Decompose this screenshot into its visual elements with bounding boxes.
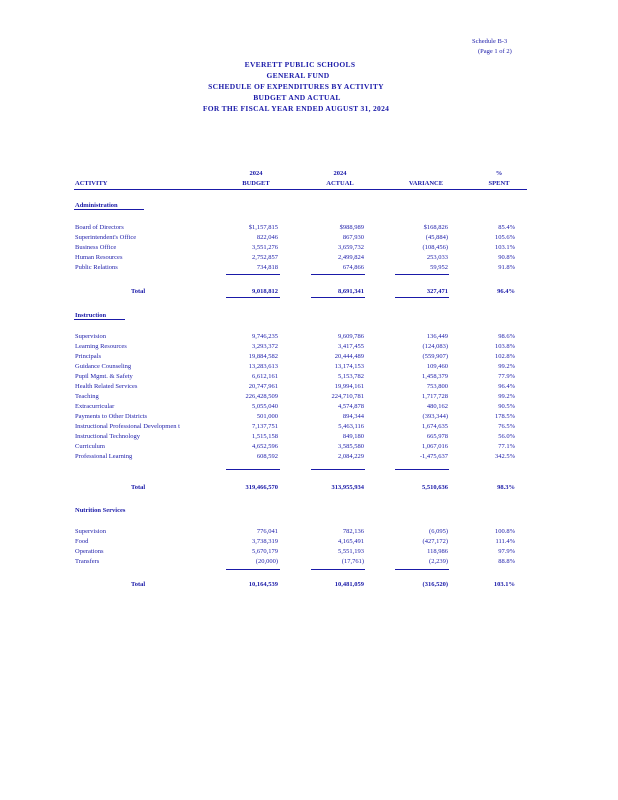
row-variance: 1,458,379 [422,373,448,380]
row-actual: 2,084,229 [338,453,364,460]
row-label: Extracurricular [75,403,115,410]
row-variance: (124,083) [422,343,448,350]
row-actual: 2,499,824 [338,254,364,261]
row-label: Board of Directors [75,224,124,231]
row-budget: 19,884,582 [248,353,278,360]
row-label: Food [75,538,89,545]
row-budget: 5,055,040 [252,403,278,410]
row-pct: 102.8% [494,353,515,360]
row-pct: 85.4% [498,224,515,231]
total-label: Total [131,484,146,491]
row-actual: 5,463,116 [338,423,364,430]
row-pct: 99.2% [498,393,515,400]
row-label: Public Relations [75,264,118,271]
district-title: EVERETT PUBLIC SCHOOLS [244,60,356,69]
total-label: Total [131,581,146,588]
row-actual: 5,153,782 [338,373,364,380]
row-pct: 111.4% [495,538,515,545]
row-variance: 118,986 [427,548,448,555]
subtotal-rule [395,469,449,470]
row-label: Teaching [75,393,99,400]
row-budget: 20,747,961 [248,383,278,390]
row-label: Payments to Other Districts [75,413,148,420]
row-label: Superintendent's Office [75,234,137,241]
row-actual: 674,866 [342,264,364,271]
budget-actual-title: BUDGET AND ACTUAL [253,93,341,102]
subtotal-rule [395,274,449,275]
row-variance: 109,460 [426,363,448,370]
header-rule [74,189,527,190]
row-pct: 76.5% [498,423,515,430]
total-label: Total [131,288,146,295]
row-actual: 3,585,580 [338,443,364,450]
row-variance: 253,033 [426,254,448,261]
row-pct: 105.6% [494,234,515,241]
row-pct: 56.0% [498,433,515,440]
total-actual: 10,481,059 [334,581,364,588]
actual-header: ACTUAL [326,180,354,187]
row-actual: 867,930 [342,234,364,241]
row-pct: 91.8% [498,264,515,271]
total-rule [311,297,365,298]
row-pct: 96.4% [498,383,515,390]
total-pct: 98.3% [497,484,515,491]
row-budget: 3,293,372 [252,343,278,350]
fund-title: GENERAL FUND [266,71,330,80]
pct-symbol-header: % [495,170,503,177]
row-pct: 99.2% [498,363,515,370]
total-budget: 319,466,570 [245,484,278,491]
total-variance: (316,520) [422,581,448,588]
row-label: Professional Learning [75,453,133,460]
section-heading-administration: Administration [75,202,118,209]
row-label: Human Resources [75,254,123,261]
row-budget: $1,157,815 [248,224,278,231]
row-pct: 103.8% [494,343,515,350]
row-label: Transfers [75,558,100,565]
row-budget: 226,428,509 [245,393,278,400]
row-variance: (108,456) [422,244,448,251]
row-budget: 608,592 [256,453,278,460]
row-budget: 734,818 [256,264,278,271]
schedule-title: SCHEDULE OF EXPENDITURES BY ACTIVITY [208,82,384,91]
row-variance: 59,952 [430,264,448,271]
row-actual: 13,174,153 [334,363,364,370]
row-actual: 5,551,193 [338,548,364,555]
row-pct: 103.1% [494,244,515,251]
row-actual: 4,574,878 [338,403,364,410]
total-budget: 9,018,812 [252,288,278,295]
subtotal-rule [395,569,449,570]
row-label: Operations [75,548,104,555]
schedule-number: Schedule B-3 [472,38,508,45]
row-pct: 90.8% [498,254,515,261]
total-budget: 10,164,539 [248,581,278,588]
total-rule [226,297,280,298]
page-indicator: (Page 1 of 2) [478,48,512,55]
row-variance: (427,172) [422,538,448,545]
row-variance: 136,449 [426,333,448,340]
row-variance: 665,978 [426,433,448,440]
row-variance: 480,162 [426,403,448,410]
row-variance: (45,884) [425,234,448,241]
row-pct: 97.9% [498,548,515,555]
row-actual: 3,659,732 [338,244,364,251]
row-variance: (559,907) [422,353,448,360]
row-variance: 1,717,728 [422,393,448,400]
row-label: Guidance Counseling [75,363,132,370]
row-budget: 5,670,179 [252,548,278,555]
row-budget: 7,137,751 [252,423,278,430]
total-pct: 103.1% [493,581,515,588]
row-actual: 3,417,455 [338,343,364,350]
row-pct: 77.1% [498,443,515,450]
total-actual: 313,955,934 [331,484,364,491]
row-label: Pupil Mgmt. & Safety [75,373,133,380]
subtotal-rule [226,469,280,470]
row-label: Instructional Technology [75,433,140,440]
row-pct: 77.9% [498,373,515,380]
variance-header: VARIANCE [408,180,444,187]
row-pct: 178.5% [494,413,515,420]
row-actual: 20,444,489 [334,353,364,360]
fiscal-year-title: FOR THE FISCAL YEAR ENDED AUGUST 31, 2024 [202,104,390,113]
row-budget: 13,283,613 [248,363,278,370]
subtotal-rule [311,274,365,275]
row-pct: 342.5% [494,453,515,460]
row-label: Business Office [75,244,117,251]
row-actual: 782,136 [342,528,364,535]
section-heading-instruction: Instruction [75,312,107,319]
row-variance: -1,475,637 [419,453,448,460]
row-variance: (2,239) [429,558,448,565]
total-pct: 96.4% [497,288,515,295]
section-underline [74,319,125,320]
row-pct: 88.8% [498,558,515,565]
row-budget: (20,000) [255,558,278,565]
row-variance: (393,344) [422,413,448,420]
section-underline [74,209,144,210]
activity-header: ACTIVITY [75,180,108,187]
row-actual: 224,710,781 [331,393,364,400]
total-variance: 327,471 [426,288,448,295]
subtotal-rule [311,569,365,570]
row-variance: 753,800 [426,383,448,390]
row-actual: 4,165,491 [338,538,364,545]
row-budget: 3,738,319 [252,538,278,545]
budget-header: BUDGET [242,180,270,187]
row-budget: 776,041 [256,528,278,535]
row-budget: 2,752,857 [252,254,278,261]
subtotal-rule [226,274,280,275]
budget-year-header: 2024 [249,170,263,177]
row-pct: 90.5% [498,403,515,410]
row-budget: 9,746,235 [252,333,278,340]
subtotal-rule [226,569,280,570]
row-variance: 1,674,635 [422,423,448,430]
row-label: Curriculum [75,443,105,450]
row-label: Instructional Professional Developmen t [75,423,180,430]
total-variance: 5,510,636 [422,484,448,491]
row-budget: 822,046 [256,234,278,241]
section-heading-nutrition: Nutrition Services [75,507,126,514]
row-label: Principals [75,353,101,360]
row-pct: 100.8% [494,528,515,535]
row-actual: 894,344 [342,413,364,420]
row-variance: 1,067,016 [422,443,448,450]
row-variance: $168,826 [423,224,448,231]
row-pct: 98.6% [498,333,515,340]
row-budget: 6,612,161 [252,373,278,380]
row-actual: 19,994,161 [334,383,364,390]
row-actual: (17,761) [341,558,364,565]
row-actual: 849,180 [342,433,364,440]
row-variance: (6,095) [429,528,448,535]
total-actual: 8,691,341 [338,288,364,295]
subtotal-rule [311,469,365,470]
row-label: Health Related Services [75,383,138,390]
row-actual: 9,609,786 [338,333,364,340]
row-budget: 501,000 [256,413,278,420]
row-budget: 1,515,158 [252,433,278,440]
pct-spent-header: SPENT [488,180,510,187]
row-budget: 4,652,596 [252,443,278,450]
row-label: Learning Resources [75,343,127,350]
row-budget: 3,551,276 [252,244,278,251]
actual-year-header: 2024 [333,170,347,177]
total-rule [395,297,449,298]
row-actual: $988,989 [339,224,364,231]
row-label: Supervision [75,528,107,535]
row-label: Supervision [75,333,107,340]
